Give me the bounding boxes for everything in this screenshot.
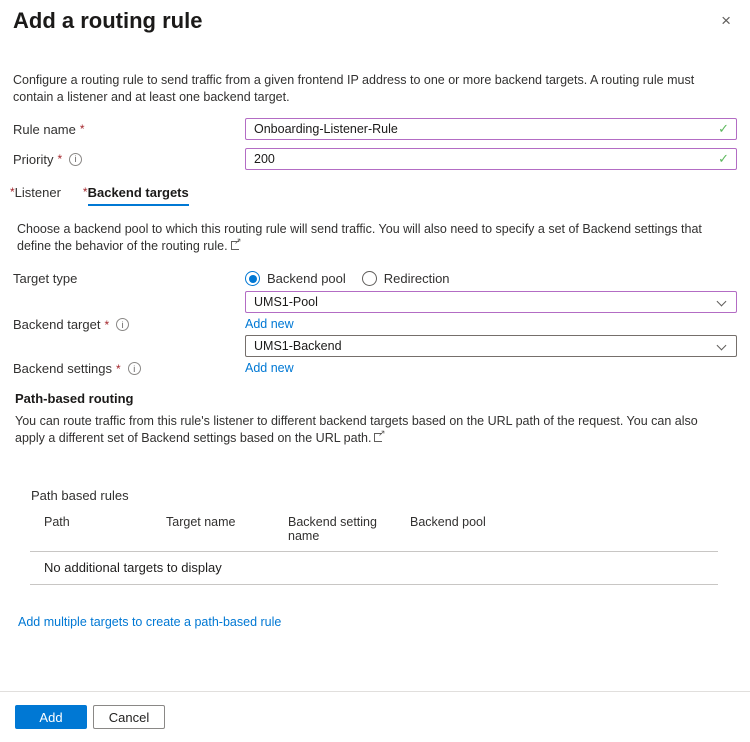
cancel-button[interactable]: Cancel	[93, 705, 165, 729]
backend-target-label-text: Backend target	[13, 317, 101, 332]
info-icon[interactable]: i	[116, 318, 129, 331]
backend-tab-description-text: Choose a backend pool to which this routing rule will send traffic. You will also need to specify a set of Backend settings that define the behavior of the routing rule.	[17, 222, 702, 253]
rule-name-row	[13, 118, 737, 140]
external-link-arrow: ↗	[234, 236, 242, 246]
table-header-row	[30, 503, 718, 552]
path-based-routing-description	[15, 413, 731, 447]
backend-target-dropdown[interactable]	[245, 291, 737, 313]
backend-settings-label	[13, 361, 245, 377]
radio-backend-pool[interactable]	[245, 271, 346, 286]
chevron-down-icon	[717, 297, 727, 307]
info-icon[interactable]: i	[69, 153, 82, 166]
column-header-path: Path	[44, 515, 70, 529]
priority-label	[13, 152, 245, 167]
column-header-backend-setting-name: Backend setting name	[288, 515, 377, 543]
rule-name-label	[13, 122, 245, 137]
tab-listener-label: Listener	[14, 185, 61, 200]
backend-tab-description	[17, 221, 733, 255]
chevron-down-icon	[717, 341, 727, 351]
page-title: Add a routing rule	[13, 8, 203, 33]
external-link-arrow: ↗	[377, 428, 386, 438]
radio-backend-pool-label: Backend pool	[267, 271, 346, 286]
tab-bar	[10, 185, 737, 206]
priority-row	[13, 148, 737, 170]
path-based-routing-description-text: You can route traffic from this rule's listener to different backend targets based on the URL path of the request. You can also apply a different set of Backend settings based on the URL path.	[15, 414, 698, 445]
tab-backend-targets-label: Backend targets	[88, 185, 189, 206]
table-caption: Path based rules	[31, 488, 129, 503]
required-asterisk: *	[116, 361, 121, 376]
rule-name-input[interactable]	[245, 118, 737, 140]
radio-selected-icon	[245, 271, 260, 286]
dialog-header	[0, 0, 750, 34]
required-asterisk: *	[82, 185, 88, 199]
column-header-target-name: Target name	[166, 515, 236, 529]
priority-label-text: Priority	[13, 151, 54, 167]
backend-settings-add-new-link[interactable]: Add new	[245, 361, 294, 375]
path-based-routing-heading: Path-based routing	[15, 391, 134, 406]
backend-target-value: UMS1-Pool	[254, 295, 318, 309]
valid-check-icon: ✓	[718, 121, 729, 136]
backend-settings-label-text: Backend settings	[13, 361, 113, 376]
backend-settings-value: UMS1-Backend	[254, 339, 342, 353]
table-empty-message: No additional targets to display	[30, 552, 718, 585]
external-link-icon[interactable]	[374, 428, 386, 442]
required-asterisk: *	[57, 152, 63, 166]
required-asterisk: *	[104, 317, 110, 332]
backend-settings-dropdown[interactable]	[245, 335, 737, 357]
dialog-description: Configure a routing rule to send traffic from a given frontend IP address to one or more backend targets. A routing rule must contain a listener and at least one backend target.	[13, 73, 695, 104]
backend-target-label	[13, 317, 245, 333]
target-type-row	[13, 271, 737, 286]
backend-settings-row	[13, 335, 737, 377]
external-link-icon[interactable]	[231, 236, 242, 250]
required-asterisk: *	[10, 185, 15, 199]
path-based-rules-table	[30, 488, 718, 585]
rule-name-label-text: Rule name	[13, 121, 76, 137]
radio-redirection[interactable]	[362, 271, 450, 286]
valid-check-icon: ✓	[718, 151, 729, 166]
radio-redirection-label: Redirection	[383, 271, 450, 286]
close-icon[interactable]: ×	[721, 11, 731, 30]
priority-input[interactable]	[245, 148, 737, 170]
add-path-based-rule-link[interactable]: Add multiple targets to create a path-based rule	[18, 615, 282, 629]
info-icon[interactable]: i	[128, 362, 141, 375]
add-button[interactable]: Add	[15, 705, 87, 729]
target-type-label-text: Target type	[13, 271, 78, 286]
backend-target-add-new-link[interactable]: Add new	[245, 317, 294, 331]
required-asterisk: *	[79, 122, 85, 136]
backend-target-row	[13, 291, 737, 333]
target-type-label	[13, 271, 245, 286]
radio-unselected-icon	[362, 271, 377, 286]
column-header-backend-pool: Backend pool	[410, 515, 486, 529]
tab-backend-targets[interactable]	[83, 185, 189, 206]
tab-listener[interactable]	[10, 185, 61, 206]
dialog-footer	[0, 691, 750, 742]
target-type-radio-group	[245, 271, 737, 286]
